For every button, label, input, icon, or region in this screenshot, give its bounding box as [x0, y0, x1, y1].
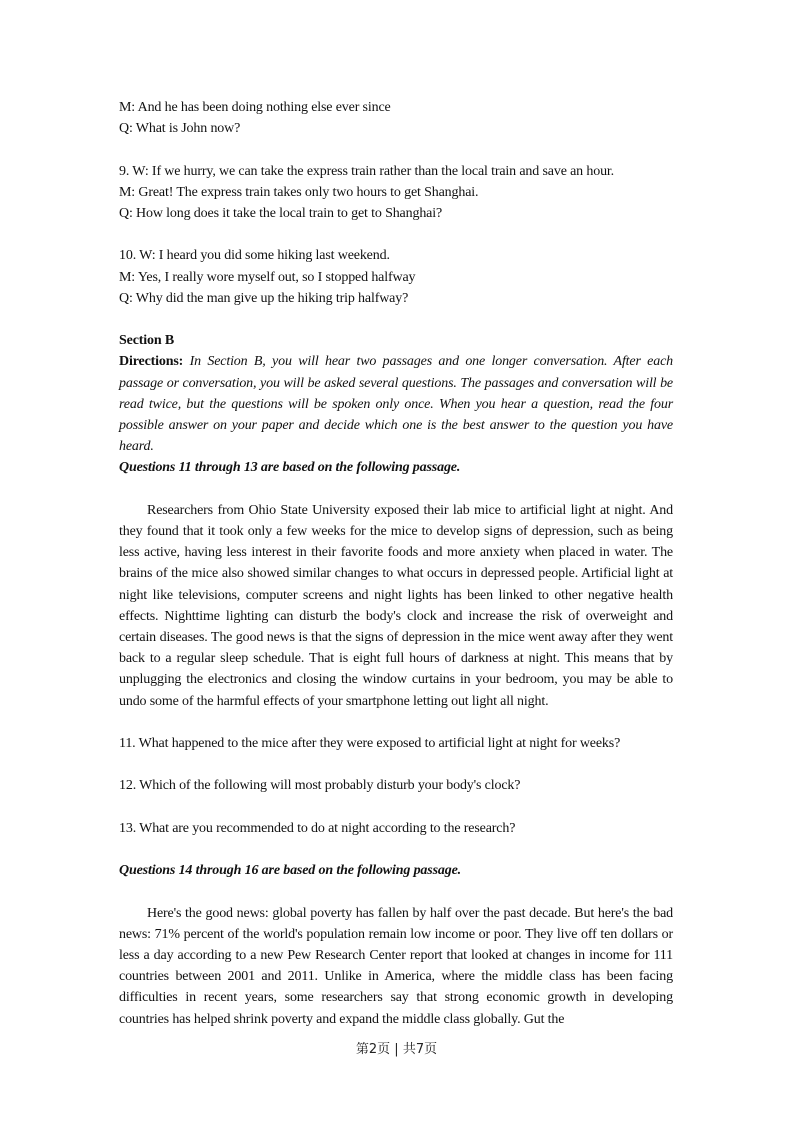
dialogue-q10	[119, 245, 673, 309]
spacer	[119, 754, 673, 775]
page-footer: 第2页 | 共7页	[355, 1042, 438, 1057]
section-b-directions	[119, 351, 673, 457]
spacer	[119, 309, 673, 330]
spacer	[119, 479, 673, 500]
passage1-subhead: Questions 11 through 13 are based on the following passage.	[119, 460, 461, 476]
dialogue-q9	[119, 161, 673, 225]
spacer	[119, 139, 673, 160]
passage1-text: Researchers from Ohio State University exposed their lab mice to artificial light at night. And they found that it took only a few weeks for the mice to develop signs of depression, such as being less active, having less interest in their favorite foods and more anxiety when placed in water. The brains of the mice also showed similar changes to what occurs in depressed people. Artificial light at night like televisions, computer screens and night lights has been linked to other negative health effects. Nighttime lighting can disturb the body's clock and increase the risk of overweight and certain diseases. The good news is that the signs of depression in the mice went away after they went back to a regular sleep schedule. That is eight full hours of darkness at night. This means that by unplugging the electronics and closing the window curtains in your bedroom, you may be able to undo some of the harmful effects of your smartphone letting out light all night.	[119, 502, 673, 709]
question-13: 13. What are you recommended to do at night according to the research?	[119, 820, 516, 836]
dialogue-line: M: And he has been doing nothing else ever since	[119, 100, 391, 115]
spacer	[119, 224, 673, 245]
dialogue-question: Q: What is John now?	[119, 121, 241, 137]
directions-text: In Section B, you will hear two passages and one longer conversation. After each passage or conversation, you will be asked several questions. The passages and conversation will be read twice, but the questions will be spoken only once. When you hear a question, read the four possible answer on your paper and decide which one is the best answer to the question you have heard.	[119, 354, 674, 455]
section-b-title: Section B	[119, 333, 175, 349]
spacer	[119, 881, 673, 902]
directions-label: Directions:	[119, 354, 184, 370]
question-12: 12. Which of the following will most probably disturb your body's clock?	[119, 778, 521, 794]
passage2-subhead: Questions 14 through 16 are based on the following passage.	[119, 863, 461, 879]
spacer	[119, 839, 673, 860]
dialogue-line: M: Great! The express train takes only two hours to get Shanghai.	[119, 184, 479, 200]
dialogue-previous	[119, 97, 673, 139]
dialogue-question: Q: How long does it take the local train to get to Shanghai?	[119, 206, 443, 221]
document-page	[119, 97, 673, 1030]
dialogue-question: Q: Why did the man give up the hiking trip halfway?	[119, 290, 409, 306]
question-11: 11. What happened to the mice after they were exposed to artificial light at night for weeks?	[119, 736, 621, 752]
passage2-text: Here's the good news: global poverty has fallen by half over the past decade. But here's the bad news: 71% percent of the world's population remain low income or poor. They live off ten dollars or less a day according to a new Pew Research Center report that looked at changes in income for 111 countries between 2001 and 2011. Unlike in America, where the middle class has been facing difficulties in recent years, some researchers say that strong economic growth in developing countries has helped shrink poverty and expand the middle class globally. Gut the	[119, 905, 673, 1027]
spacer	[119, 797, 673, 818]
dialogue-line: 9. W: If we hurry, we can take the express train rather than the local train and save an hour.	[119, 163, 615, 179]
spacer	[119, 712, 673, 733]
dialogue-line: 10. W: I heard you did some hiking last weekend.	[119, 248, 390, 264]
dialogue-line: M: Yes, I really wore myself out, so I stopped halfway	[119, 269, 416, 285]
